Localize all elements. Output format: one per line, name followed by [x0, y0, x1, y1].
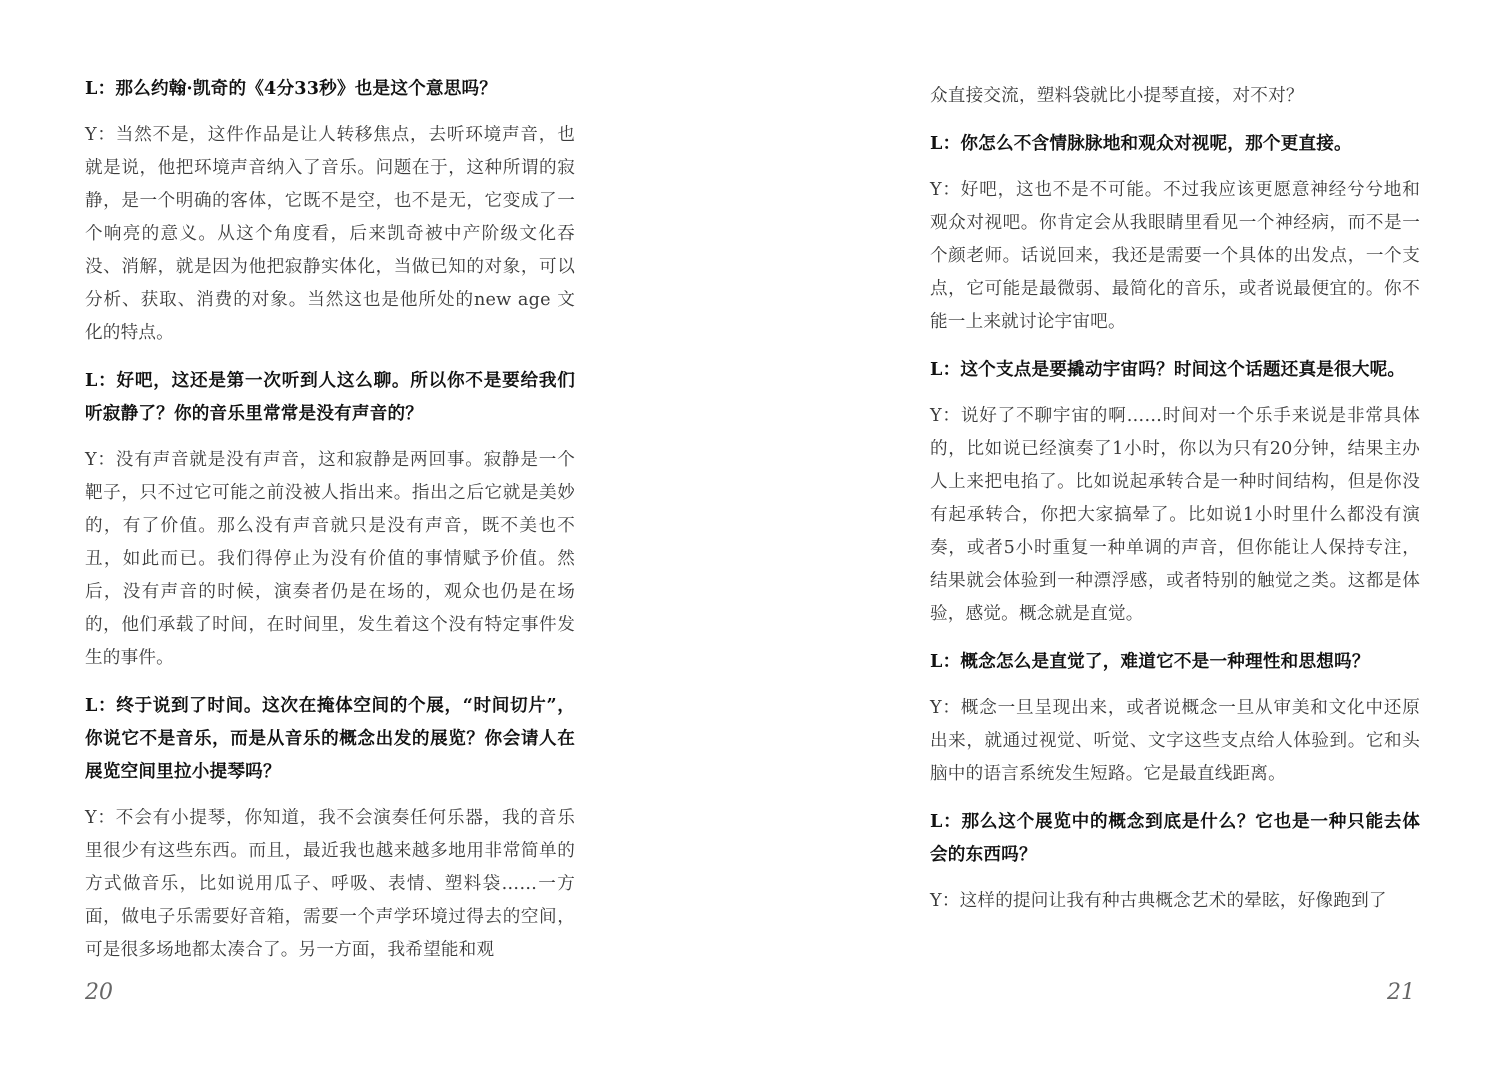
question-paragraph: L：终于说到了时间。这次在掩体空间的个展，“时间切片”，你说它不是音乐，而是从音乐的概念出发的展览？你会请人在展览空间里拉小提琴吗？ — [85, 695, 575, 782]
answer-paragraph: Y：说好了不聊宇宙的啊……时间对一个乐手来说是非常具体的，比如说已经演奏了1小时，你以为只有20分钟，结果主办人上来把电掐了。比如说起承转合是一种时间结构，但是你没有起承转合，你把大家搞晕了。比如说1小时里什么都没有演奏，或者5小时重复一种单调的声音，但你能让人保持专注，结果就会体验到一种漂浮感，或者特别的触觉之类。这都是体验，感觉。概念就是直觉。 — [930, 406, 1420, 624]
question-paragraph: L：好吧，这还是第一次听到人这么聊。所以你不是要给我们听寂静了？你的音乐里常常是没有声音的？ — [85, 370, 575, 424]
page-number-right: 21 — [1387, 980, 1415, 1005]
question-paragraph: L：这个支点是要撬动宇宙吗？时间这个话题还真是很大呢。 — [930, 359, 1406, 380]
right-page-text — [930, 80, 1420, 932]
answer-paragraph: Y：这样的提问让我有种古典概念艺术的晕眩，好像跑到了 — [930, 891, 1387, 911]
answer-paragraph: 众直接交流，塑料袋就比小提琴直接，对不对？ — [930, 86, 1304, 106]
left-page-text — [85, 72, 575, 981]
answer-paragraph: Y：当然不是，这件作品是让人转移焦点，去听环境声音，也就是说，他把环境声音纳入了音乐。问题在于，这种所谓的寂静，是一个明确的客体，它既不是空，也不是无，它变成了一个响亮的意义。从这个角度看，后来凯奇被中产阶级文化吞没、消解，就是因为他把寂静实体化，当做已知的对象，可以分析、获取、消费的对象。当然这也是他所处的new age 文化的特点。 — [85, 125, 575, 343]
answer-paragraph: Y：好吧，这也不是不可能。不过我应该更愿意神经兮兮地和观众对视吧。你肯定会从我眼睛里看见一个神经病，而不是一个颜老师。话说回来，我还是需要一个具体的出发点，一个支点，它可能是最微弱、最简化的音乐，或者说最便宜的。你不能一上来就讨论宇宙吧。 — [930, 180, 1420, 332]
question-paragraph: L：你怎么不含情脉脉地和观众对视呢，那个更直接。 — [930, 133, 1352, 154]
question-paragraph: L：那么这个展览中的概念到底是什么？它也是一种只能去体会的东西吗？ — [930, 811, 1420, 865]
answer-paragraph: Y：概念一旦呈现出来，或者说概念一旦从审美和文化中还原出来，就通过视觉、听觉、文字这些支点给人体验到。它和头脑中的语言系统发生短路。它是最直线距离。 — [930, 698, 1420, 784]
right-page — [750, 0, 1500, 1068]
page-number-left: 20 — [85, 980, 113, 1005]
question-paragraph: L：概念怎么是直觉了，难道它不是一种理性和思想吗？ — [930, 651, 1370, 672]
answer-paragraph: Y：没有声音就是没有声音，这和寂静是两回事。寂静是一个靶子，只不过它可能之前没被人指出来。指出之后它就是美妙的，有了价值。那么没有声音就只是没有声音，既不美也不丑，如此而已。我们得停止为没有价值的事情赋予价值。然后，没有声音的时候，演奏者仍是在场的，观众也仍是在场的，他们承载了时间，在时间里，发生着这个没有特定事件发生的事件。 — [85, 450, 575, 668]
answer-paragraph: Y：不会有小提琴，你知道，我不会演奏任何乐器，我的音乐里很少有这些东西。而且，最近我也越来越多地用非常简单的方式做音乐，比如说用瓜子、呼吸、表情、塑料袋……一方面，做电子乐需要好音箱，需要一个声学环境过得去的空间，可是很多场地都太凑合了。另一方面，我希望能和观 — [85, 808, 575, 960]
question-paragraph: L：那么约翰·凯奇的《4分33秒》也是这个意思吗？ — [85, 78, 498, 99]
